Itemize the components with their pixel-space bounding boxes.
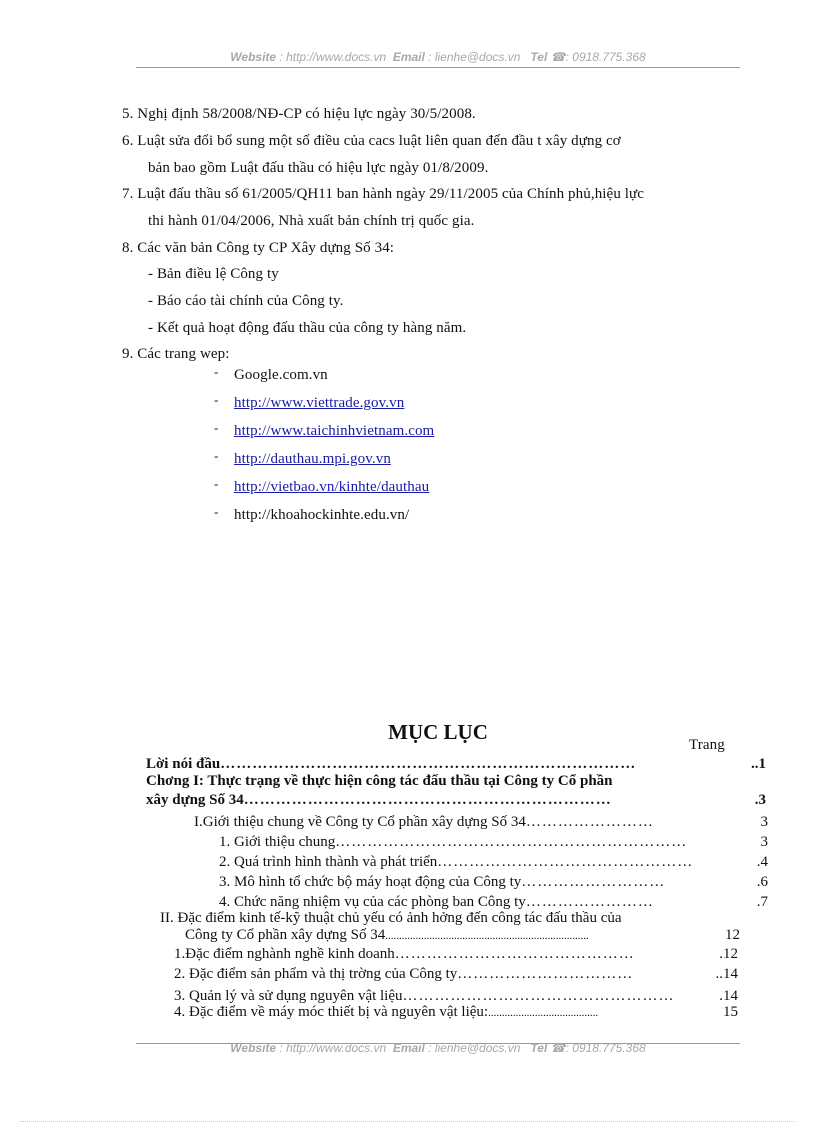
toc-entry-page: .12 xyxy=(719,946,738,962)
reference-item-7-cont: thi hành 01/04/2006, Nhà xuất bản chính trị quốc gia. xyxy=(148,213,475,229)
toc-entry-text: 2. Đặc điểm sản phẩm và thị trờng của Công ty xyxy=(174,966,458,982)
website-label: Website xyxy=(230,50,277,64)
website-link[interactable]: http://dauthau.mpi.gov.vn xyxy=(234,451,391,467)
toc-page-label: Trang xyxy=(689,737,725,753)
toc-entry[interactable] xyxy=(160,910,744,927)
toc-entry[interactable] xyxy=(194,814,768,831)
toc-entry-dots: ........................................ xyxy=(488,1007,599,1019)
reference-item-8-sub: - Kết quả hoạt động đấu thầu của công ty hàng năm. xyxy=(148,320,467,336)
toc-entry[interactable] xyxy=(146,773,766,790)
reference-item-7: 7. Luật đấu thầu số 61/2005/QH11 ban hành ngày 29/11/2005 của Chính phủ,hiệu lực xyxy=(122,186,645,202)
toc-entry-page: ..1 xyxy=(751,756,766,772)
toc-entry-dots: ………………………………………… xyxy=(437,854,694,870)
toc-entry-text: 3. Mô hình tổ chức bộ máy hoạt động của Công ty xyxy=(219,874,522,890)
toc-entry-text: 1. Giới thiệu chung xyxy=(219,834,336,850)
toc-title: MỤC LỤC xyxy=(388,720,488,744)
list-dash: - xyxy=(214,364,219,379)
toc-entry-text: I.Giới thiệu chung về Công ty Cổ phần xây dựng Số 34 xyxy=(194,814,526,830)
toc-entry-text: Công ty Cổ phần xây dựng Số 34 xyxy=(185,927,386,943)
tel-value: ☎: 0918.775.368 xyxy=(550,50,646,64)
toc-entry-text: Chơng I: Thực trạng về thực hiện công tác đấu thầu tại Công ty Cổ phần xyxy=(146,773,613,789)
reference-item-5: 5. Nghị định 58/2008/NĐ-CP có hiệu lực ngày 30/5/2008. xyxy=(122,106,476,122)
toc-entry[interactable] xyxy=(219,894,768,911)
toc-entry-dots: …………………………………………………………………… xyxy=(220,756,637,772)
toc-entry-text: II. Đặc điểm kinh tế-kỹ thuật chủ yếu có ảnh hởng đến công tác đấu thầu của xyxy=(160,910,622,926)
tel-label: Tel xyxy=(530,50,548,64)
email-value[interactable]: : lienhe@docs.vn xyxy=(428,1041,521,1055)
toc-entry[interactable] xyxy=(219,854,768,871)
toc-entry[interactable] xyxy=(146,756,766,773)
reference-item-8: 8. Các văn bản Công ty CP Xây dựng Số 34: xyxy=(122,240,395,256)
page-header xyxy=(136,50,740,64)
toc-entry-text: 2. Quá trình hình thành và phát triển xyxy=(219,854,438,870)
reference-item-6-cont: bản bao gồm Luật đấu thầu có hiệu lực ngày 01/8/2009. xyxy=(148,160,489,176)
toc-entry[interactable] xyxy=(174,946,738,963)
toc-entry[interactable] xyxy=(174,1004,738,1021)
toc-entry-text: 1.Đặc điểm nghành nghề kinh doanh xyxy=(174,946,395,962)
page-footer xyxy=(136,1041,740,1055)
toc-entry-dots: ……………………… xyxy=(521,874,666,890)
website-link[interactable]: http://www.viettrade.gov.vn xyxy=(234,395,405,411)
toc-entry-dots: ……………………………………… xyxy=(394,946,635,962)
toc-entry-dots: ………………………………………………………… xyxy=(335,834,688,850)
page-edge-dotted-rule xyxy=(20,1121,796,1122)
toc-entry-page: .14 xyxy=(719,988,738,1004)
toc-entry[interactable] xyxy=(174,966,738,983)
header-rule xyxy=(136,67,740,68)
toc-entry-text: xây dựng Số 34 xyxy=(146,792,244,808)
reference-item-6: 6. Luật sửa đổi bổ sung một số điều của cacs luật liên quan đến đầu t xây dựng cơ xyxy=(122,133,621,149)
reference-item-9: 9. Các trang wep: xyxy=(122,346,230,362)
email-label: Email xyxy=(392,50,425,64)
tel-label: Tel xyxy=(530,1041,548,1055)
reference-item-8-sub: - Báo cáo tài chính của Công ty. xyxy=(148,293,344,309)
list-dash: - xyxy=(214,476,219,491)
toc-entry-dots: …………………………………………………………… xyxy=(243,792,612,808)
toc-entry-dots: …………………………… xyxy=(457,966,634,982)
toc-entry-page: 12 xyxy=(717,927,740,944)
email-label: Email xyxy=(392,1041,425,1055)
toc-entry-page: ..14 xyxy=(715,966,738,982)
website-item: http://khoahockinhte.edu.vn/ xyxy=(234,507,410,523)
toc-entry-dots: …………………… xyxy=(525,814,654,830)
toc-entry[interactable] xyxy=(174,988,738,1005)
toc-entry-page: 3 xyxy=(760,814,768,830)
website-label: Website xyxy=(230,1041,277,1055)
toc-entry-page: .6 xyxy=(756,874,768,890)
toc-entry-dots: .......................................................................... xyxy=(385,930,589,942)
toc-entry[interactable] xyxy=(219,834,768,851)
toc-entry-text: 4. Chức năng nhiệm vụ của các phòng ban Công ty xyxy=(219,894,526,910)
website-url[interactable]: : http://www.docs.vn xyxy=(279,1041,387,1055)
toc-entry-dots: …………………… xyxy=(525,894,654,910)
list-dash: - xyxy=(214,420,219,435)
list-dash: - xyxy=(214,448,219,463)
toc-entry[interactable] xyxy=(146,792,766,809)
toc-entry-page: .4 xyxy=(756,854,768,870)
toc-entry-page: .7 xyxy=(756,894,768,910)
website-link[interactable]: http://www.taichinhvietnam.com xyxy=(234,423,435,439)
reference-item-8-sub: - Bản điều lệ Công ty xyxy=(148,266,279,282)
toc-entry-text: 3. Quản lý và sử dụng nguyên vật liệu xyxy=(174,988,403,1004)
toc-entry-page: 3 xyxy=(760,834,768,850)
website-link[interactable]: http://vietbao.vn/kinhte/dauthau xyxy=(234,479,430,495)
list-dash: - xyxy=(214,392,219,407)
email-value[interactable]: : lienhe@docs.vn xyxy=(428,50,521,64)
toc-entry[interactable] xyxy=(185,927,740,944)
website-item: Google.com.vn xyxy=(234,367,328,383)
list-dash: - xyxy=(214,504,219,519)
toc-entry-text: 4. Đặc điểm về máy móc thiết bị và nguyên vật liệu: xyxy=(174,1004,489,1020)
toc-entry-page: .3 xyxy=(754,792,766,808)
toc-entry-dots: …………………………………………… xyxy=(402,988,675,1004)
website-url[interactable]: : http://www.docs.vn xyxy=(279,50,387,64)
toc-entry-text: Lời nói đầu xyxy=(146,756,221,772)
toc-entry-page: 15 xyxy=(715,1004,738,1021)
toc-entry[interactable] xyxy=(219,874,768,891)
tel-value: ☎: 0918.775.368 xyxy=(550,1041,646,1055)
